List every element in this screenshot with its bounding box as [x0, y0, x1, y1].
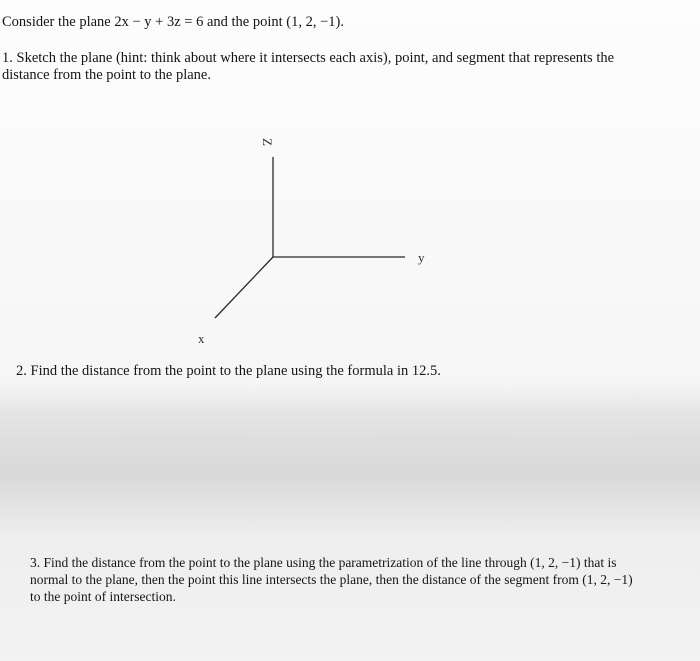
y-axis-label: y — [418, 250, 425, 265]
z-axis-label: Z — [259, 138, 275, 146]
question-3-line-3: to the point of intersection. — [30, 589, 176, 604]
question-2: 2. Find the distance from the point to the plane using the formula in 12.5. — [16, 363, 441, 379]
paper-shadow — [0, 385, 700, 535]
x-axis-label: x — [198, 331, 205, 346]
x-axis-line — [215, 257, 273, 318]
problem-intro: Consider the plane 2x − y + 3z = 6 and the point (1, 2, −1). — [2, 14, 344, 30]
question-3-line-1: 3. Find the distance from the point to the plane using the parametrization of the line through (1, 2, −1) that is — [30, 555, 617, 570]
question-1-line-2: distance from the point to the plane. — [2, 67, 211, 83]
question-1-line-1: 1. Sketch the plane (hint: think about where it intersects each axis), point, and segment that represents the — [2, 50, 615, 66]
question-3-line-2: normal to the plane, then the point this line intersects the plane, then the distance of the segment from (1, 2, −1) — [30, 572, 633, 587]
